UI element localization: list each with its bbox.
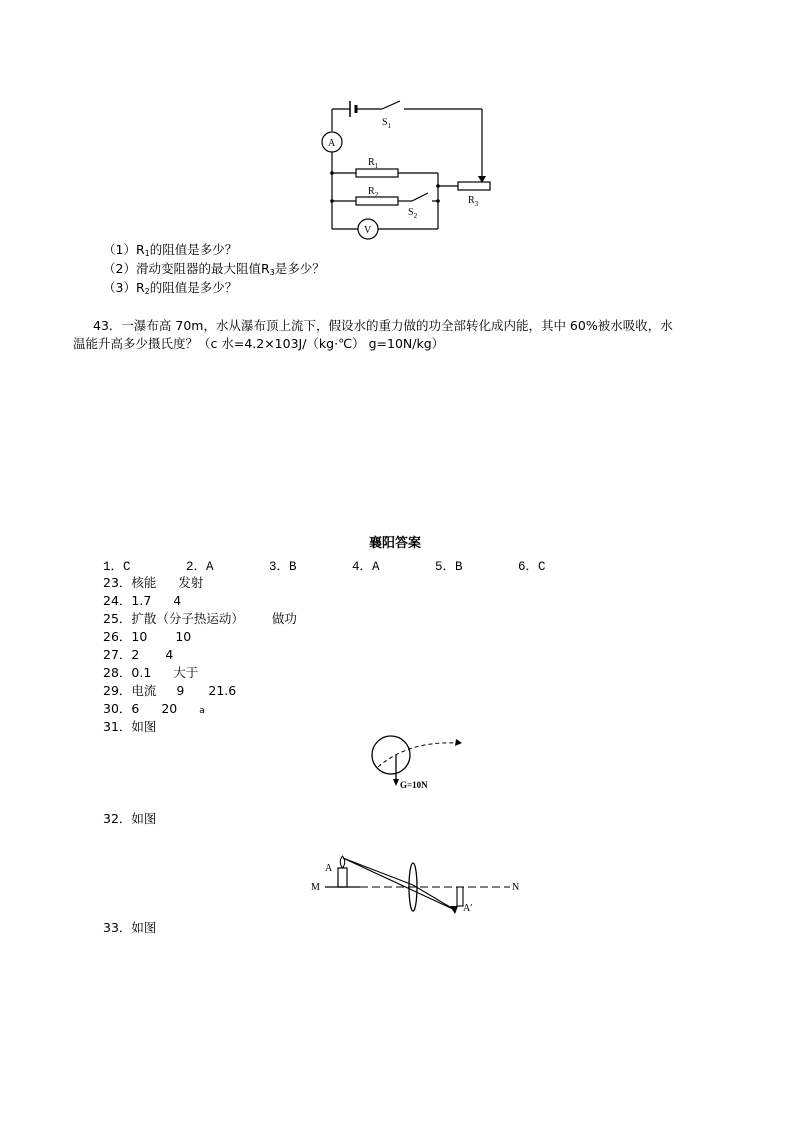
mc-answer: 2．A — [186, 560, 214, 574]
question-43-line2: 温能升高多少摄氏度？（c 水=4.2×103J/（kg·℃） g=10N/kg） — [73, 336, 445, 351]
question-43-line1: 43．一瀑布高 70m，水从瀑布顶上流下，假设水的重力做的功全部转化成内能，其中 60%被水吸收，水 — [93, 318, 673, 333]
rheostat-r3-label: $R_3$ — [468, 195, 479, 208]
question-42-sub1: $(1)R_1$的阻值是多少？ — [103, 242, 238, 258]
figure-32 — [305, 850, 530, 920]
question-42-sub3: $(3)R_2$的阻值是多少？ — [103, 280, 238, 296]
answer-26: 26．10 10 — [103, 629, 192, 644]
ammeter-label: A — [328, 138, 336, 149]
label-a-prime: A′ — [463, 903, 473, 914]
answer-29: 29．电流 9 21.6 — [103, 683, 237, 698]
circuit-diagram — [320, 95, 505, 245]
switch-s1-label: $S_1$ — [382, 117, 392, 130]
switch-s2-label: $S_2$ — [408, 207, 418, 220]
label-a: A — [325, 863, 333, 874]
gravity-label: G=10N — [400, 780, 428, 790]
answer-33: 33．如图 — [103, 920, 157, 935]
resistor-r1-label: $R_1$ — [368, 157, 379, 170]
mc-answer: 1．C — [103, 560, 131, 574]
answer-28: 28．0.1 大于 — [103, 665, 199, 680]
answer-27: 27．2 4 — [103, 647, 174, 662]
mc-answer: 6．C — [518, 560, 546, 574]
figure-31 — [358, 733, 463, 795]
answers-title: 襄阳答案 — [369, 536, 422, 551]
resistor-r2-label: $R_2$ — [368, 186, 379, 199]
answer-32: 32．如图 — [103, 811, 157, 826]
mc-answer: 4．A — [352, 560, 380, 574]
voltmeter-label: V — [364, 225, 372, 236]
label-n: N — [512, 882, 520, 893]
answer-25: 25．扩散（分子热运动） 做功 — [103, 611, 297, 626]
mc-answer: 5．B — [435, 560, 463, 574]
question-42-sub2: （2）滑动变阻器的最大阻值$R_3$是多少？ — [103, 261, 325, 277]
mc-answer: 3．B — [269, 560, 297, 574]
answer-23: 23．核能 发射 — [103, 575, 204, 590]
label-m: M — [311, 882, 320, 893]
answer-31: 31．如图 — [103, 719, 157, 734]
answer-24: 24．1.7 4 — [103, 593, 182, 608]
answer-30: 30．6 20 a — [103, 701, 205, 716]
